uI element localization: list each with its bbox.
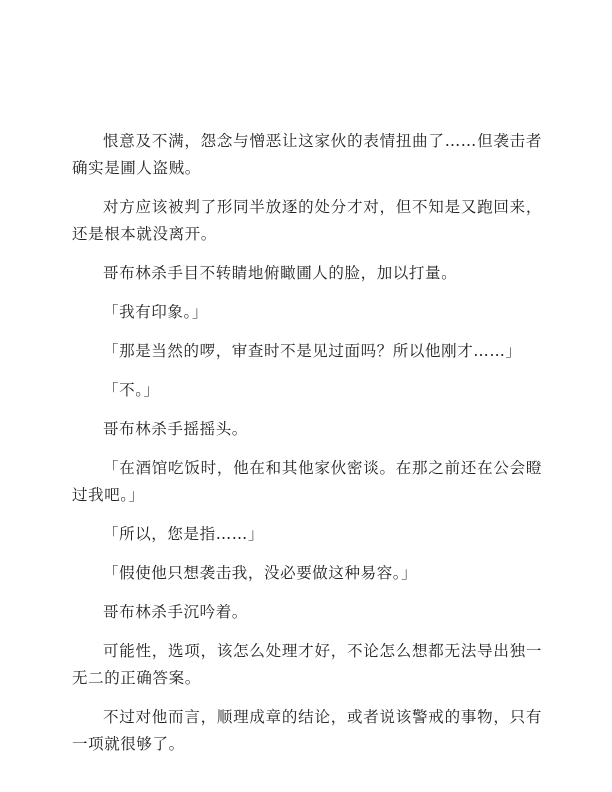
paragraph-12: 可能性，选项，该怎么处理才好，不论怎么想都无法导出独一无二的正确答案。 — [72, 642, 542, 687]
body-text — [72, 128, 542, 770]
paragraph-5: 「那是当然的啰，审查时不是见过面吗？所以他刚才……」 — [103, 342, 522, 360]
paragraph-9: 「所以，您是指……」 — [103, 525, 265, 543]
paragraph-13: 不过对他而言，顺理成章的结论，或者说该警戒的事物，只有一项就很够了。 — [72, 708, 542, 753]
paragraph-3: 哥布林杀手目不转睛地俯瞰圃人的脸，加以打量。 — [103, 264, 458, 282]
paragraph-4: 「我有印象。」 — [103, 303, 208, 321]
paragraph-2: 对方应该被判了形同半放逐的处分才对，但不知是又跑回来，还是根本就没离开。 — [72, 198, 542, 243]
paragraph-7: 哥布林杀手摇摇头。 — [103, 420, 248, 438]
paragraph-6: 「不。」 — [103, 381, 160, 399]
paragraph-1: 恨意及不满，怨念与憎恶让这家伙的表情扭曲了……但袭击者确实是圃人盗贼。 — [72, 132, 542, 177]
paragraph-10: 「假使他只想袭击我，没必要做这种易容。」 — [103, 564, 418, 582]
paragraph-11: 哥布林杀手沉吟着。 — [103, 603, 248, 621]
paragraph-8: 「在酒馆吃饭时，他在和其他家伙密谈。在那之前还在公会瞪过我吧。」 — [72, 459, 542, 504]
